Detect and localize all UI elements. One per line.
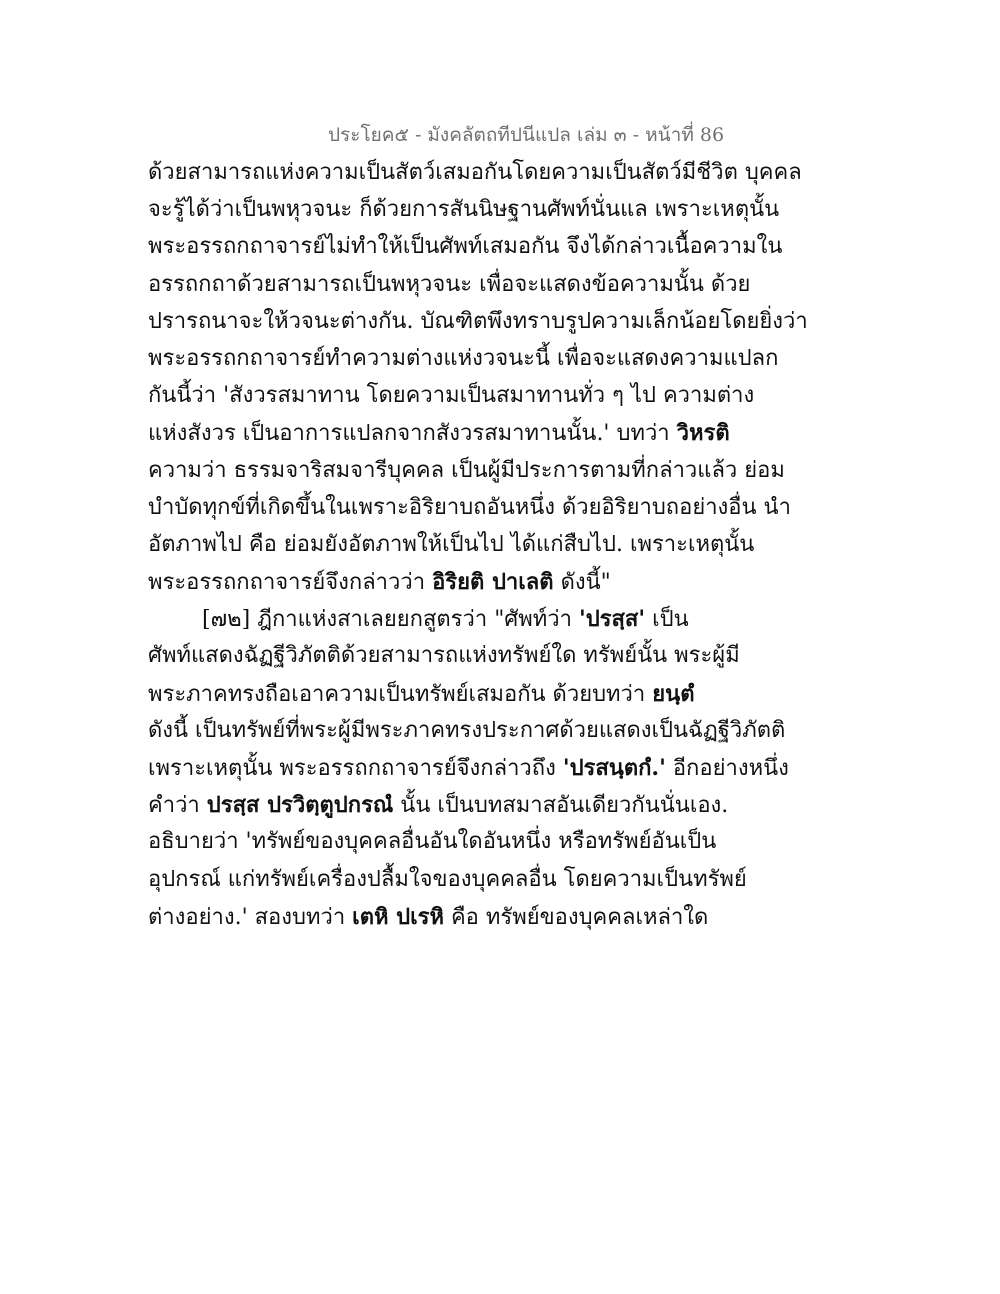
text-segment: ต่างอย่าง.' สองบทว่า	[148, 904, 353, 930]
text-segment: ศัพท์แสดงฉัฏฐีวิภัตติด้วยสามารถแห่งทรัพย์ใด ทรัพย์นั้น พระผู้มี	[148, 643, 740, 669]
text-line	[148, 160, 802, 197]
text-segment: คำว่า	[148, 793, 207, 819]
text-line	[148, 457, 785, 495]
text-segment: [๗๒] ฎีกาแห่งสาเลยยกสูตรว่า "ศัพท์ว่า	[202, 607, 579, 633]
text-line	[148, 755, 789, 792]
text-segment: ด้วยสามารถแห่งความเป็นสัตว์เสมอกันโดยความเป็นสัตว์มีชีวิต บุคคล	[148, 160, 802, 185]
text-segment: เป็น	[645, 607, 689, 633]
text-line	[148, 866, 747, 904]
text-segment: จะรู้ได้ว่าเป็นพหุวจนะ ก็ด้วยการสันนิษฐานศัพท์นั่นแล เพราะเหตุนั้น	[148, 197, 780, 223]
text-line	[148, 681, 708, 718]
text-segment: อรรถกถาด้วยสามารถเป็นพหุวจนะ เพื่อจะแสดงข้อความนั้น ด้วย	[148, 271, 751, 297]
text-line	[148, 308, 808, 346]
text-line	[148, 271, 751, 309]
text-line	[148, 904, 708, 941]
text-line	[148, 420, 730, 457]
text-segment: กันนี้ว่า 'สังวรสมาทาน โดยความเป็นสมาทานทั่ว ๆ ไป ความต่าง	[148, 383, 755, 409]
text-line	[148, 234, 783, 271]
text-segment: ดังนี้"	[553, 570, 611, 596]
text-segment: ดังนี้ เป็นทรัพย์ที่พระผู้มีพระภาคทรงประกาศด้วยแสดงเป็นฉัฏฐีวิภัตติ	[148, 717, 786, 743]
bold-term: เตหิ ปเรหิ	[352, 903, 444, 930]
bold-term: ปรสฺส ปรวิตฺตูปกรณํ	[206, 792, 394, 819]
text-segment: อธิบายว่า 'ทรัพย์ของบุคคลอื่นอันใดอันหนึ่ง หรือทรัพย์อันเป็น	[148, 829, 717, 855]
text-segment: พระอรรถกถาจารย์จึงกล่าวว่า	[148, 570, 433, 596]
text-segment: ความว่า ธรรมจาริสมจารีบุคคล เป็นผู้มีประการตามที่กล่าวแล้ว ย่อม	[148, 457, 785, 483]
text-segment: แห่งสังวร เป็นอาการแปลกจากสังวรสมาทานนั้น.' บทว่า	[148, 421, 677, 447]
text-line	[148, 569, 708, 606]
bold-term: 'ปรสนฺตกํ.'	[562, 755, 666, 781]
text-segment: พระภาคทรงถือเอาความเป็นทรัพย์เสมอกัน ด้วยบทว่า	[148, 681, 653, 707]
text-line	[148, 829, 717, 866]
text-segment: พระอรรถกถาจารย์ทำความต่างแห่งวจนะนี้ เพื่อจะแสดงความแปลก	[148, 345, 779, 371]
text-segment: บำบัดทุกข์ที่เกิดขึ้นในเพราะอิริยาบถอันหนึ่ง ด้วยอิริยาบถอย่างอื่น นำ	[148, 494, 791, 520]
text-line	[148, 494, 791, 532]
text-line	[148, 792, 729, 829]
text-line	[148, 643, 740, 680]
text-line	[148, 197, 780, 234]
text-line	[148, 717, 786, 755]
text-segment: คือ ทรัพย์ของบุคคลเหล่าใด	[443, 904, 709, 930]
running-header: ประโยค๕ - มังคลัตถทีปนีแปล เล่ม ๓ - หน้าที่ 86	[328, 124, 725, 146]
text-segment: อุปกรณ์ แก่ทรัพย์เครื่องปลื้มใจของบุคคลอื่น โดยความเป็นทรัพย์	[148, 866, 747, 892]
text-line	[148, 606, 708, 643]
text-segment: ปรารถนาจะให้วจนะต่างกัน. บัณฑิตพึงทราบรูปความเล็กน้อยโดยยิ่งว่า	[148, 308, 808, 334]
text-segment: พระอรรถกถาจารย์ไม่ทำให้เป็นศัพท์เสมอกัน จึงได้กล่าวเนื้อความใน	[148, 234, 783, 260]
text-segment: เพราะเหตุนั้น พระอรรถกถาจารย์จึงกล่าวถึง	[148, 756, 563, 781]
bold-term: ยนฺตํ	[652, 680, 695, 707]
bold-term: 'ปรสฺส'	[578, 606, 646, 633]
text-segment: อีกอย่างหนึ่ง	[665, 756, 789, 781]
text-line	[148, 383, 755, 420]
bold-term: อิริยติ ปาเลติ	[432, 569, 554, 596]
body-text	[148, 160, 808, 941]
text-line	[148, 345, 779, 383]
bold-term: วิหรติ	[676, 420, 730, 447]
text-segment: นั้น เป็นบทสมาสอันเดียวกันนั่นเอง.	[393, 793, 729, 819]
text-segment: อัตภาพไป คือ ย่อมยังอัตภาพให้เป็นไป ได้แก่สืบไป. เพราะเหตุนั้น	[148, 531, 755, 557]
text-line	[148, 531, 755, 569]
